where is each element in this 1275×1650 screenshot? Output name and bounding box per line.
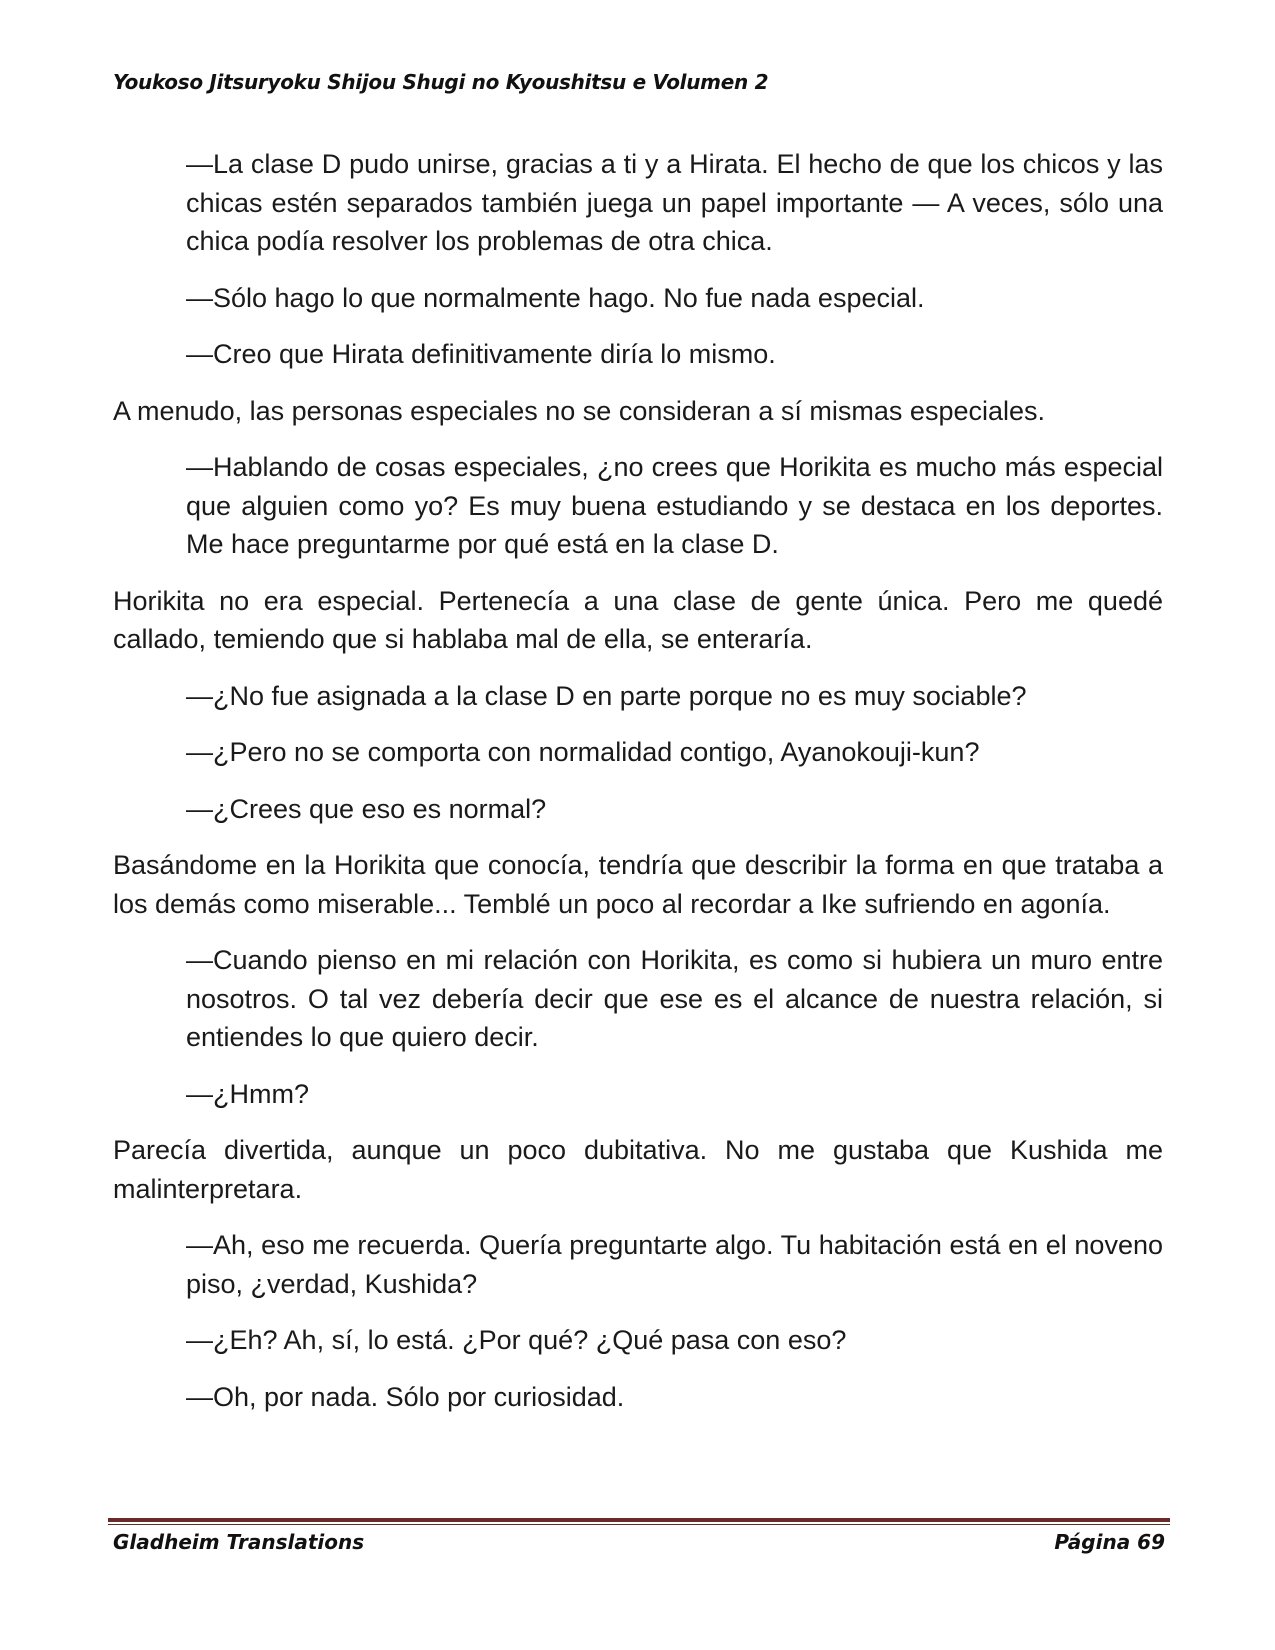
paragraph: —¿Eh? Ah, sí, lo está. ¿Por qué? ¿Qué pasa con eso? (186, 1325, 847, 1355)
page-header-title: Youkoso Jitsuryoku Shijou Shugi no Kyoushitsu e Volumen 2 (113, 70, 769, 94)
page-body (113, 145, 1163, 1434)
paragraph: —¿Pero no se comporta con normalidad contigo, Ayanokouji-kun? (186, 737, 980, 767)
footer-divider-thick-line (108, 1518, 1170, 1522)
paragraph: —¿No fue asignada a la clase D en parte porque no es muy sociable? (186, 680, 1027, 711)
paragraph: Parecía divertida, aunque un poco dubitativa. No me gustaba que Kushida me malinterpretara. (113, 1135, 1163, 1204)
footer-translator-credit: Gladheim Translations (113, 1530, 365, 1554)
paragraph: —¿Crees que eso es normal? (186, 793, 547, 824)
footer-page-number: Página 69 (1054, 1530, 1165, 1554)
paragraph: A menudo, las personas especiales no se consideran a sí mismas especiales. (113, 395, 1046, 426)
paragraph: —Creo que Hirata definitivamente diría lo mismo. (186, 339, 776, 369)
footer-divider-thin-line (108, 1524, 1170, 1525)
paragraph: —Cuando pienso en mi relación con Horikita, es como si hubiera un muro entre nosotros. O tal vez debería decir que ese es el alcance de nuestra relación, si entiendes lo que quiero decir. (186, 945, 1163, 1052)
footer-divider (108, 1518, 1170, 1526)
paragraph: —Ah, eso me recuerda. Quería preguntarte algo. Tu habitación está en el noveno piso, ¿verdad, Kushida? (186, 1230, 1163, 1299)
paragraph: —Sólo hago lo que normalmente hago. No fue nada especial. (186, 282, 925, 313)
paragraph: Horikita no era especial. Pertenecía a una clase de gente única. Pero me quedé callado, temiendo que si hablaba mal de ella, se enteraría. (113, 585, 1163, 654)
paragraph: —Hablando de cosas especiales, ¿no crees que Horikita es mucho más especial que alguien como yo? Es muy buena estudiando y se destaca en los deportes. Me hace preguntarme por qué está en la clase D. (186, 452, 1163, 559)
paragraph: —La clase D pudo unirse, gracias a ti y a Hirata. El hecho de que los chicos y las chicas estén separados también juega un papel importante — A veces, sólo una chica podía resolver los problemas de otra chica. (186, 149, 1163, 256)
paragraph: —Oh, por nada. Sólo por curiosidad. (186, 1381, 625, 1412)
paragraph: —¿Hmm? (186, 1078, 309, 1109)
paragraph: Basándome en la Horikita que conocía, tendría que describir la forma en que trataba a los demás como miserable... Temblé un poco al recordar a Ike sufriendo en agonía. (113, 850, 1163, 919)
